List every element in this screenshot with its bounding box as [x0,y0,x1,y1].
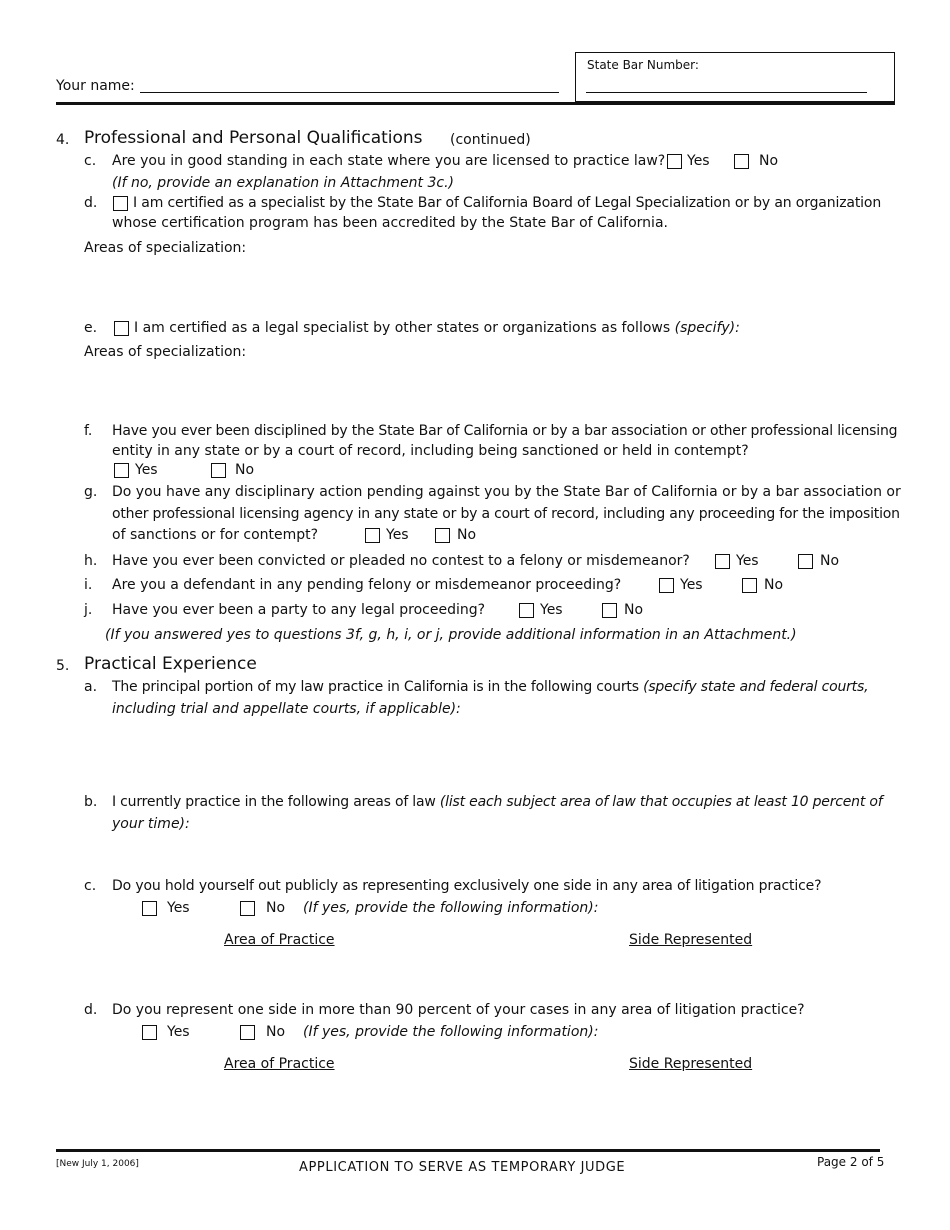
q5c-yes-label: Yes [167,900,190,916]
footer-page-number: Page 2 of 5 [817,1155,885,1169]
q4c-yes-checkbox[interactable] [667,154,682,169]
q4e-specify: (specify): [674,320,740,336]
q4h-letter: h. [84,553,98,569]
name-input-line[interactable] [140,92,559,93]
footer-title: APPLICATION TO SERVE AS TEMPORARY JUDGE [299,1160,626,1175]
q4c-no-label: No [759,153,779,169]
q4f-no-label: No [235,462,255,478]
q5d-no-checkbox[interactable] [240,1025,255,1040]
q4f-line2: entity in any state or by a court of record, including being sanctioned or held in contempt? [112,443,749,459]
q5b-line2: your time): [112,816,190,832]
q4g-yes-checkbox[interactable] [365,528,380,543]
q4i-yes-checkbox[interactable] [659,578,674,593]
state-bar-input-line[interactable] [586,92,867,93]
q5a-letter: a. [84,679,98,695]
q4e-checkbox[interactable] [114,321,129,336]
footer-rule [56,1149,880,1152]
footer-date: [New July 1, 2006] [56,1159,139,1169]
q4g-line2: other professional licensing agency in any state or by a court of record, including any proceeding for the imposition [112,506,900,522]
q4h-no-label: No [820,553,840,569]
q4d-checkbox[interactable] [113,196,128,211]
q4j-yes-checkbox[interactable] [519,603,534,618]
q5d-yes-label: Yes [167,1024,190,1040]
q4i-text: Are you a defendant in any pending felony or misdemeanor proceeding? [112,577,622,593]
q5c-letter: c. [84,878,97,894]
q4i-yes-label: Yes [680,577,703,593]
q4g-no-label: No [457,527,477,543]
q5c-side-represented-header: Side Represented [629,932,753,948]
section-4-number: 4. [56,132,70,148]
q5c-no-label: No [266,900,286,916]
q4g-line1: Do you have any disciplinary action pending against you by the State Bar of California or by a bar association or [112,484,901,500]
section-4-continued: (continued) [450,132,531,148]
q4c-note: (If no, provide an explanation in Attachment 3c.) [112,175,455,191]
q4c-yes-label: Yes [687,153,710,169]
q4j-yes-label: Yes [540,602,563,618]
q4h-text: Have you ever been convicted or pleaded no contest to a felony or misdemeanor? [112,553,690,569]
q4i-no-label: No [764,577,784,593]
q4h-no-checkbox[interactable] [798,554,813,569]
q4e-areas-label: Areas of specialization: [84,344,247,360]
state-bar-label: State Bar Number: [587,58,699,72]
q4j-no-label: No [624,602,644,618]
q4e-text [134,318,740,338]
q5d-no-label: No [266,1024,286,1040]
q4h-yes-checkbox[interactable] [715,554,730,569]
q5c-no-checkbox[interactable] [240,901,255,916]
section-4-title: Professional and Personal Qualifications [84,128,423,148]
q4f-no-checkbox[interactable] [211,463,226,478]
q5b-line1 [112,792,882,812]
q5b-line1-italic: (list each subject area of law that occupies at least 10 percent of [439,794,883,810]
q5a-line2: including trial and appellate courts, if applicable): [112,701,461,717]
q4f-letter: f. [84,423,93,439]
q4g-no-checkbox[interactable] [435,528,450,543]
q5a-line1 [112,677,868,697]
q4j-no-checkbox[interactable] [602,603,617,618]
q4c-no-checkbox[interactable] [734,154,749,169]
q5c-text: Do you hold yourself out publicly as representing exclusively one side in any area of litigation practice? [112,878,822,894]
q4c-letter: c. [84,153,97,169]
q4d-letter: d. [84,195,98,211]
q4j-text: Have you ever been a party to any legal proceeding? [112,602,486,618]
q5b-line1-text: I currently practice in the following areas of law [112,794,436,810]
q5d-letter: d. [84,1002,98,1018]
q4f-yes-checkbox[interactable] [114,463,129,478]
q5d-text: Do you represent one side in more than 90 percent of your cases in any area of litigation practice? [112,1002,805,1018]
q5b-letter: b. [84,794,98,810]
q4i-letter: i. [84,577,93,593]
q4g-line3: of sanctions or for contempt? [112,527,319,543]
q4d-line1: I am certified as a specialist by the State Bar of California Board of Legal Specialization or by an organization [133,195,882,211]
q4e-text-main: I am certified as a legal specialist by other states or organizations as follows [134,320,671,336]
q4i-no-checkbox[interactable] [742,578,757,593]
q4g-yes-label: Yes [386,527,409,543]
q5d-note: (If yes, provide the following information): [303,1024,599,1040]
q4d-areas-label: Areas of specialization: [84,240,247,256]
q4h-yes-label: Yes [736,553,759,569]
q4f-yes-label: Yes [135,462,158,478]
q5c-yes-checkbox[interactable] [142,901,157,916]
q4f-line1: Have you ever been disciplined by the State Bar of California or by a bar association or other professional licensing [112,423,898,439]
q5a-line1-italic: (specify state and federal courts, [643,679,869,695]
name-label: Your name: [56,78,135,94]
q4d-line2: whose certification program has been accredited by the State Bar of California. [112,215,668,231]
q4g-letter: g. [84,484,98,500]
header-rule [56,102,895,105]
q5d-area-of-practice-header: Area of Practice [224,1056,335,1072]
section-5-number: 5. [56,658,70,674]
q5d-yes-checkbox[interactable] [142,1025,157,1040]
q5c-note: (If yes, provide the following information): [303,900,599,916]
section-4-note: (If you answered yes to questions 3f, g, h, i, or j, provide additional information in an Attachment.) [105,627,797,643]
q4c-text: Are you in good standing in each state where you are licensed to practice law? [112,153,666,169]
q4e-letter: e. [84,320,98,336]
q5c-area-of-practice-header: Area of Practice [224,932,335,948]
section-5-title: Practical Experience [84,654,257,674]
q5a-line1-text: The principal portion of my law practice in California is in the following courts [112,679,639,695]
q5d-side-represented-header: Side Represented [629,1056,753,1072]
q4j-letter: j. [84,602,93,618]
